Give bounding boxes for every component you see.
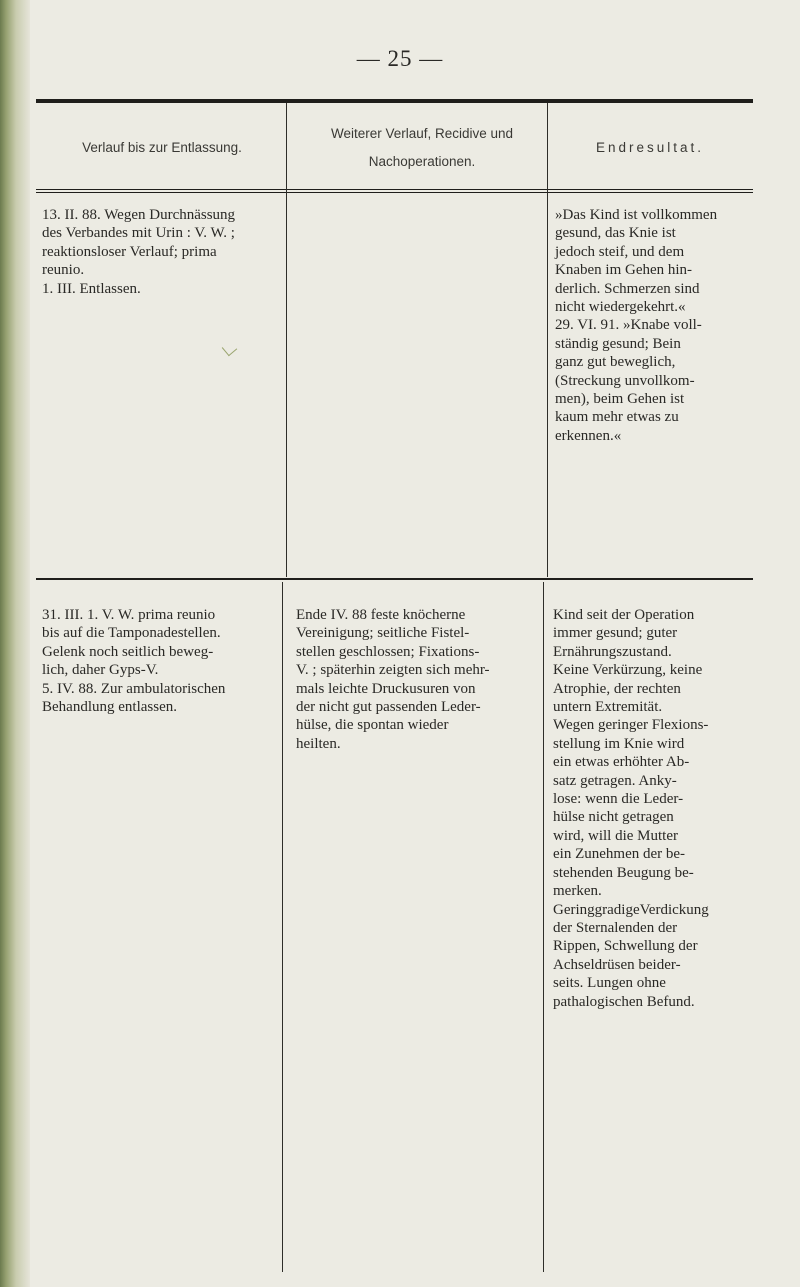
row1-verlauf: 13. II. 88. Wegen Durchnässung des Verbandes mit Urin : V. W. ; reaktionsloser Verlauf; prima reunio. 1. III. Entlassen. — [42, 207, 236, 297]
header-verlauf-text: Verlauf bis zur Entlassung. — [82, 140, 242, 155]
row-divider-rule — [36, 578, 753, 580]
pencil-mark — [222, 341, 237, 356]
header-endresultat — [550, 108, 750, 188]
header-verlauf — [40, 108, 284, 188]
row2-verlauf: 31. III. 1. V. W. prima reunio bis auf die Tamponadestellen. Gelenk noch seitlich beweg- lich, daher Gyps-V. 5. IV. 88. Zur ambulatorischen Behandlung entlassen. — [42, 607, 226, 716]
header-weiterer-verlauf — [300, 108, 544, 188]
header-bottom-rule — [36, 189, 753, 190]
column-divider-2-lower — [543, 582, 544, 1272]
header-bottom-rule-2 — [36, 192, 753, 193]
column-divider-2 — [547, 103, 548, 577]
page-number: — 25 — — [356, 46, 444, 71]
row2-endresultat: Kind seit der Operation immer gesund; guter Ernährungszustand. Keine Verkürzung, keine Atrophie, der rechten untern Extremität. Wegen geringer Flexions- stellung im Knie wird ein etwas erhöhter Ab- satz getragen. Anky- lose: wenn die Leder- hülse nicht getragen wird, will die Mutter ein Zunehmen der be- stehenden Beugung be- merken. GeringgradigeVerdickung der Sternalenden der Rippen, Schwellung der Achseldrüsen beider- seits. Lungen ohne pathalogischen Befund. — [553, 607, 709, 1010]
row2-weiterer-verlauf: Ende IV. 88 feste knöcherne Vereinigung; seitliche Fistel- stellen geschlossen; Fixations- V. ; späterhin zeigten sich mehr- mals leichte Druckusuren von der nicht gut passenden Leder- hülse, die spontan wieder heilten. — [296, 607, 490, 752]
column-divider-1 — [286, 103, 287, 577]
row1-endresultat: »Das Kind ist vollkommen gesund, das Knie ist jedoch steif, und dem Knaben im Gehen hin- derlich. Schmerzen sind nicht wiedergekehrt.« 29. VI. 91. »Knabe voll- ständig gesund; Bein ganz gut beweglich, (Streckung unvollkom- men), beim Gehen ist kaum mehr etwas zu erkennen.« — [555, 207, 718, 444]
column-divider-1-lower — [282, 582, 283, 1272]
table-top-rule — [36, 99, 753, 103]
header-weiterer-verlauf-text: Weiterer Verlauf, Recidive und Nachoperationen. — [330, 126, 514, 169]
header-endresultat-text: Endresultat. — [595, 140, 705, 155]
page-binding-edge — [0, 0, 30, 1287]
